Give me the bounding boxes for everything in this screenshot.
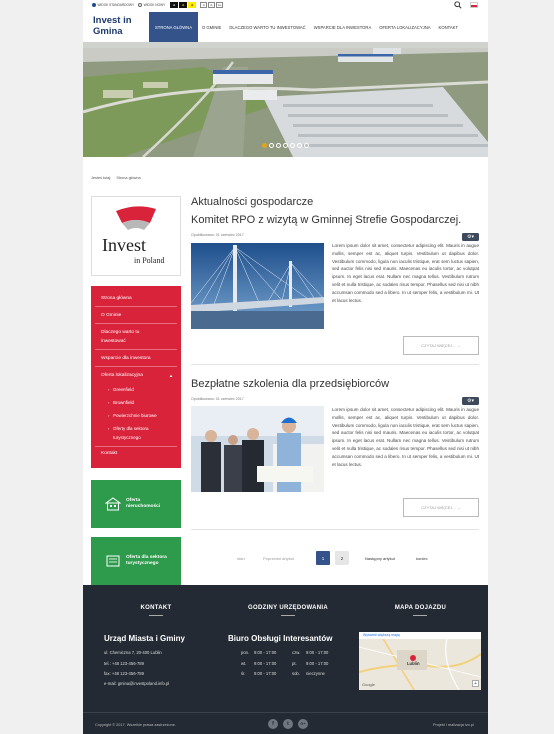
nav-item-contact[interactable]: KONTAKT bbox=[438, 24, 459, 30]
slider-dot[interactable] bbox=[276, 143, 281, 148]
sidebar-item-about[interactable]: O Gminie bbox=[101, 313, 122, 318]
real-estate-box-line1: Oferta bbox=[126, 497, 141, 503]
submenu-item-brownfield[interactable]: Brownfield bbox=[113, 400, 135, 405]
document-icon bbox=[105, 554, 121, 568]
submenu-item-tourism[interactable]: Oferty dla sektora bbox=[113, 426, 149, 431]
chevron-right-icon: › bbox=[108, 426, 110, 431]
copyright: Copyright © 2017. Wszelkie prawa zastrzeżone. bbox=[95, 723, 176, 727]
map-larger-link[interactable]: Wyświetl większą mapę bbox=[363, 633, 400, 637]
hours-heading: GODZINY URZĘDOWANIA bbox=[248, 605, 328, 611]
hours-day: czw. bbox=[292, 650, 301, 655]
radio-icon bbox=[92, 3, 96, 7]
font-larger-button[interactable]: A+ bbox=[217, 3, 222, 7]
slider-dot[interactable] bbox=[297, 143, 302, 148]
hours-time: 9:00 - 17:00 bbox=[254, 650, 277, 655]
contact-email[interactable]: e-mail: gmina@investpoland.info.pl bbox=[104, 681, 170, 686]
article-date: Opublikowano: 01 czerwiec 2017 bbox=[191, 233, 244, 237]
article-title[interactable]: Komitet RPO z wizytą w Gminnej Strefie Gospodarczej. bbox=[191, 214, 462, 226]
map-brand: Google bbox=[362, 682, 375, 687]
contact-heading: KONTAKT bbox=[140, 605, 172, 611]
breadcrumb bbox=[91, 176, 145, 180]
page bbox=[83, 0, 488, 734]
site-footer bbox=[83, 585, 488, 734]
caret-up-icon[interactable]: ▲ bbox=[169, 373, 173, 378]
view-standard-label: WIDOK STANDARDOWY bbox=[97, 3, 135, 7]
hours-day: śr. bbox=[241, 671, 246, 676]
chevron-right-icon: › bbox=[108, 413, 110, 418]
contact-address: ul. Chemiczna 7, 20-400 Lublin bbox=[104, 650, 162, 655]
view-new-label: WIDOK NOWY bbox=[143, 3, 166, 7]
contact-phone: tel.: +48 123-456-789 bbox=[104, 661, 144, 666]
search-icon[interactable] bbox=[454, 1, 462, 9]
nav-item-home[interactable]: STRONA GŁÓWNA bbox=[149, 12, 198, 42]
sidebar-item-contact[interactable]: Kontakt bbox=[101, 451, 118, 456]
google-plus-icon[interactable]: G+ bbox=[298, 719, 308, 729]
slider-dots bbox=[83, 143, 488, 148]
chevron-right-icon: › bbox=[108, 400, 110, 405]
sidebar-menu bbox=[91, 286, 181, 468]
hours-time: nieczynne bbox=[306, 671, 325, 676]
divider bbox=[191, 529, 479, 530]
twitter-icon[interactable]: t bbox=[283, 719, 293, 729]
chevron-right-icon: › bbox=[108, 387, 110, 392]
location-map[interactable] bbox=[359, 632, 481, 690]
map-canvas bbox=[359, 632, 481, 690]
divider bbox=[191, 364, 479, 365]
contrast-inverse-button[interactable]: A bbox=[188, 2, 196, 8]
hours-time: 9:00 - 17:00 bbox=[254, 671, 277, 676]
sidebar-item-investor-support[interactable]: Wsparcie dla inwestora bbox=[101, 356, 151, 361]
article-image-business[interactable] bbox=[191, 406, 324, 492]
slider-dot[interactable] bbox=[290, 143, 295, 148]
view-new-option[interactable] bbox=[138, 3, 165, 7]
map-city-label: Lublin bbox=[407, 661, 420, 666]
map-heading: MAPA DOJAZDU bbox=[394, 605, 447, 611]
font-normal-button[interactable]: A bbox=[200, 2, 207, 8]
article-date: Opublikowano: 01 czerwiec 2017 bbox=[191, 397, 244, 401]
logo-invest-text: Invest bbox=[102, 235, 146, 255]
invest-in-poland-logo[interactable] bbox=[91, 196, 181, 276]
main-navigation bbox=[149, 12, 462, 42]
logo-in-poland-text: in Poland bbox=[134, 256, 165, 265]
facebook-icon[interactable]: f bbox=[268, 719, 278, 729]
hours-day: wt. bbox=[241, 661, 247, 666]
submenu-item-tourism-line2[interactable]: turystycznego bbox=[113, 435, 141, 440]
pager-end[interactable]: koniec bbox=[416, 555, 428, 561]
contact-fax: fax: +48 123-456-789 bbox=[104, 671, 144, 676]
article-excerpt: Lorem ipsum dolor sit amet, consectetur adipiscing elit. Mauris in augue mollis, semper est ac, aliquet turpis. Vestibulum ut dapibus dolor. Vestibulum commodo, ligula non iaculis tristique, erat sem luctus sapien, sed auctor felis nisi sed mauris. Maecenas eu iaculis tortor, ac volutpat ipsum. In eget lacus erat. Nullam nec magna tellus. Vestibulum rutrum velit et nulla tristique, ac sodales risus tempor. Phasellus sed nisi ut nibh accumsan commodo sed a libero. In ut semper felis, a vestibulum mi. Ut et lacus lectus. bbox=[332, 243, 479, 303]
hours-organization: Biuro Obsługi Interesantów bbox=[228, 634, 333, 643]
nav-item-investor-support[interactable]: WSPARCIE DLA INWESTORA bbox=[313, 24, 372, 30]
business-people-photo bbox=[191, 406, 324, 492]
slider-dot[interactable] bbox=[269, 143, 274, 148]
pager-prev[interactable]: Poprzedni artykuł bbox=[263, 555, 294, 561]
hours-time: 9:00 - 17:00 bbox=[306, 650, 329, 655]
tourism-box-line1: Oferta dla sektora bbox=[126, 554, 167, 560]
nav-item-about[interactable]: O GMINIE bbox=[202, 24, 222, 30]
read-more-button[interactable]: CZYTAJ WIĘCEJ... → bbox=[403, 498, 479, 517]
hours-time: 9:00 - 17:00 bbox=[254, 661, 277, 666]
hero-slider[interactable] bbox=[83, 42, 488, 157]
zoom-in-icon[interactable]: + bbox=[472, 680, 479, 687]
bridge-photo bbox=[191, 243, 324, 329]
article-title[interactable]: Bezpłatne szkolenia dla przedsiębiorców bbox=[191, 378, 390, 390]
view-standard-option[interactable] bbox=[92, 3, 134, 7]
polish-flag-icon[interactable] bbox=[470, 2, 478, 8]
sidebar-item-why-invest-line2[interactable]: inwestować bbox=[101, 339, 126, 344]
gear-icon[interactable]: ⚙▾ bbox=[462, 233, 479, 241]
tourism-box-line2: turystycznego bbox=[126, 561, 159, 566]
site-header bbox=[83, 12, 488, 42]
slider-dot[interactable] bbox=[283, 143, 288, 148]
submenu-item-office-space[interactable]: Powierzchnie biurowe bbox=[113, 413, 157, 418]
article-excerpt: Lorem ipsum dolor sit amet, consectetur adipiscing elit. Mauris in augue mollis, semper est ac, aliquet turpis. Vestibulum ut dapibus dolor. Vestibulum commodo, ligula non iaculis tristique, erat sem luctus sapien, sed auctor felis nisi sed mauris. Maecenas eu iaculis tortor, ac volutpat ipsum. In eget lacus erat. Nullam nec magna tellus. Vestibulum rutrum velit et nulla tristique, ac sodales risus tempor. Phasellus sed nisi ut nibh accumsan commodo sed a libero. In ut semper felis, a vestibulum mi. Ut et lacus lectus. bbox=[332, 407, 479, 467]
read-more-button[interactable]: CZYTAJ WIĘCEJ... → bbox=[403, 336, 479, 355]
pager-page-2[interactable]: 2 bbox=[335, 551, 349, 565]
contact-organization: Urząd Miasta i Gminy bbox=[104, 634, 185, 643]
pager-start[interactable]: start bbox=[237, 555, 245, 561]
breadcrumb-prefix: Jesteś tutaj: bbox=[91, 176, 112, 180]
hours-day: pon. bbox=[241, 650, 250, 655]
breadcrumb-current[interactable]: Strona główna bbox=[116, 176, 141, 180]
hours-day: pt. bbox=[292, 661, 297, 666]
hours-time: 9:00 - 17:00 bbox=[306, 661, 329, 666]
nav-item-why-invest[interactable]: DLACZEGO WARTO TU INWESTOWAĆ bbox=[229, 24, 306, 30]
tourism-offer-box[interactable] bbox=[91, 537, 181, 585]
article-image-bridge[interactable] bbox=[191, 243, 324, 329]
font-smaller-button[interactable]: A- bbox=[210, 3, 214, 7]
contrast-default-button[interactable]: A bbox=[170, 2, 178, 8]
radio-icon bbox=[138, 3, 142, 7]
accessibility-bar bbox=[83, 0, 488, 10]
gear-icon[interactable]: ⚙▾ bbox=[462, 397, 479, 405]
sidebar-item-home[interactable]: Strona główna bbox=[101, 296, 132, 301]
credit[interactable]: Projekt i realizacja ivo.pl bbox=[433, 723, 474, 727]
building-icon bbox=[105, 497, 121, 511]
aerial-industrial-park-image bbox=[83, 42, 488, 157]
real-estate-offer-box[interactable] bbox=[91, 480, 181, 528]
slider-dot[interactable] bbox=[304, 143, 309, 148]
section-title: Aktualności gospodarcze bbox=[191, 196, 314, 208]
pager-page-1[interactable]: 1 bbox=[316, 551, 330, 565]
sidebar-item-location-offer[interactable]: Oferta lokalizacyjna bbox=[101, 373, 143, 378]
real-estate-box-line2: nieruchomości bbox=[126, 504, 161, 509]
submenu-item-greenfield[interactable]: Greenfield bbox=[113, 387, 134, 392]
sidebar-item-why-invest[interactable]: Dlaczego warto tu bbox=[101, 330, 140, 335]
slider-dot[interactable] bbox=[262, 143, 267, 148]
site-logo[interactable]: Invest in Gmina bbox=[93, 15, 132, 37]
nav-item-location-offer[interactable]: OFERTA LOKALIZACYJNA bbox=[379, 24, 431, 30]
pager-next[interactable]: Następny artykuł bbox=[365, 555, 395, 561]
pagination bbox=[191, 551, 479, 565]
hours-day: sob. bbox=[292, 671, 300, 676]
contrast-yellow-button[interactable]: A bbox=[179, 2, 187, 8]
